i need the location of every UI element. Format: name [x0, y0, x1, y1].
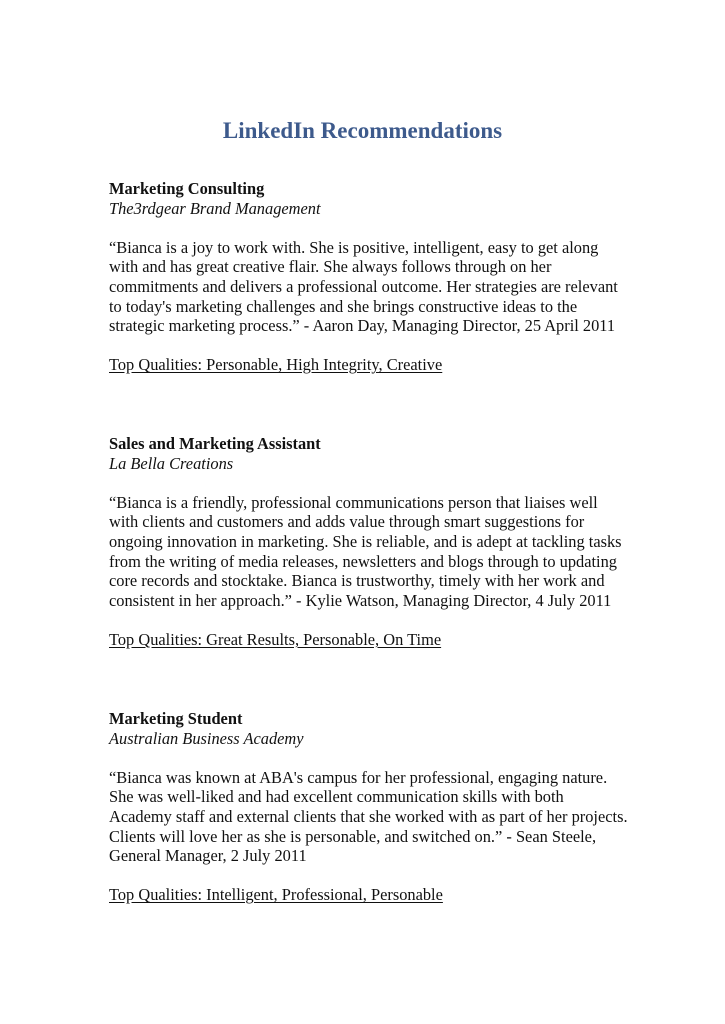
recommendation-quote: “Bianca is a joy to work with. She is positive, intelligent, easy to get along with and has great creative flair. She always follows through on her commitments and delivers a professional outcome. Her strategies are relevant to today's marketing challenges and she brings constructive ideas to the strategic marketing process.” - Aaron Day, Managing Director, 25 April 2011 [109, 237, 618, 336]
recommendation-role: Marketing Consulting [109, 179, 265, 198]
recommendation-quote: “Bianca is a friendly, professional communications person that liaises well with clients and customers and adds value through smart suggestions for ongoing innovation in marketing. She is reliable, and is adept at tackling tasks from the writing of media releases, newsletters and blogs through to updating core records and stocktake. Bianca is trustworthy, timely with her work and consistent in her approach.” - Kylie Watson, Managing Director, 4 July 2011 [109, 492, 622, 610]
recommendation-marketing-student [109, 709, 629, 905]
recommendation-role: Marketing Student [109, 709, 243, 728]
recommendation-company: Australian Business Academy [109, 728, 304, 748]
recommendation-marketing-consulting [109, 179, 629, 375]
page-title: LinkedIn Recommendations [222, 118, 503, 143]
recommendation-quote: “Bianca was known at ABA's campus for her professional, engaging nature. She was well-liked and had excellent communication skills with both Academy staff and external clients that she worked with as part of her projects. Clients will love her as she is personable, and switched on.” - Sean Steele, General Manager, 2 July 2011 [109, 767, 628, 866]
recommendation-role: Sales and Marketing Assistant [109, 434, 321, 453]
recommendation-company: The3rdgear Brand Management [109, 198, 321, 218]
recommendation-top-qualities: Top Qualities: Intelligent, Professional, Personable [109, 885, 443, 905]
recommendation-sales-marketing-assistant [109, 434, 629, 650]
recommendation-company: La Bella Creations [109, 453, 234, 473]
recommendation-top-qualities: Top Qualities: Great Results, Personable, On Time [109, 629, 442, 649]
recommendation-top-qualities: Top Qualities: Personable, High Integrity, Creative [109, 355, 443, 375]
